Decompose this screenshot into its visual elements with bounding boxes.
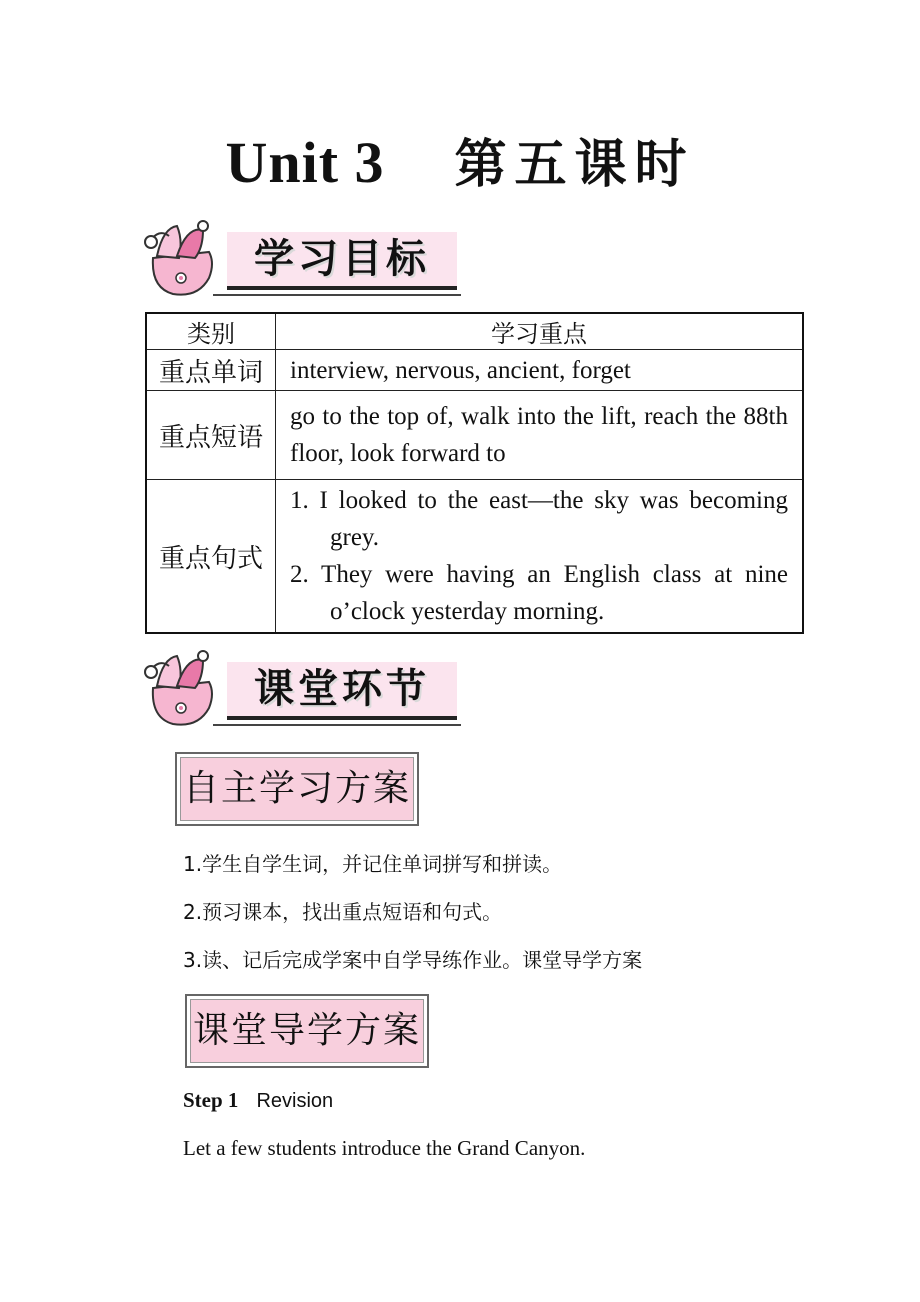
banner-underline [213, 724, 461, 726]
table-row [146, 391, 803, 480]
header-points: 学习重点 [276, 313, 804, 350]
goals-banner [143, 218, 458, 300]
row-category: 重点短语 [146, 391, 276, 480]
guided-heading: 课堂导学方案 [185, 994, 429, 1068]
step-label: Step 1 [183, 1088, 239, 1112]
goals-banner-label: 学习目标 [227, 232, 457, 290]
table-row [146, 350, 803, 391]
banner-underline [213, 294, 461, 296]
flower-pot-icon [143, 648, 221, 730]
lesson-label: 第五课时 [454, 135, 695, 195]
class-banner-label: 课堂环节 [227, 662, 457, 720]
sentence-item: 2. They were having an English class at nine o’clock yesterday morning. [290, 561, 788, 625]
row-content: go to the top of, walk into the lift, reach the 88th floor, look forward to [276, 391, 804, 480]
unit-label: Unit 3 [225, 130, 385, 195]
self-study-item: 3.读、记后完成学案中自学导练作业。课堂导学方案 [183, 948, 643, 972]
page-title [0, 122, 920, 197]
self-study-item: 1.学生自学生词，并记住单词拼写和拼读。 [183, 852, 563, 876]
goals-table [145, 312, 804, 634]
sentence-item: 1. I looked to the east—the sky was becoming grey. [290, 487, 788, 551]
step-line [183, 1088, 333, 1113]
row-category: 重点句式 [146, 480, 276, 634]
header-category: 类别 [146, 313, 276, 350]
self-study-item: 2.预习课本，找出重点短语和句式。 [183, 900, 503, 924]
flower-pot-icon [143, 218, 221, 300]
table-header-row [146, 313, 803, 350]
self-study-heading: 自主学习方案 [175, 752, 419, 826]
sentence-list [290, 482, 788, 630]
row-category: 重点单词 [146, 350, 276, 391]
row-content: interview, nervous, ancient, forget [276, 350, 804, 391]
row-content [276, 480, 804, 634]
step-title: Revision [256, 1090, 334, 1112]
class-banner [143, 648, 458, 730]
instruction-text: Let a few students introduce the Grand Canyon. [183, 1136, 586, 1160]
table-row [146, 480, 803, 634]
